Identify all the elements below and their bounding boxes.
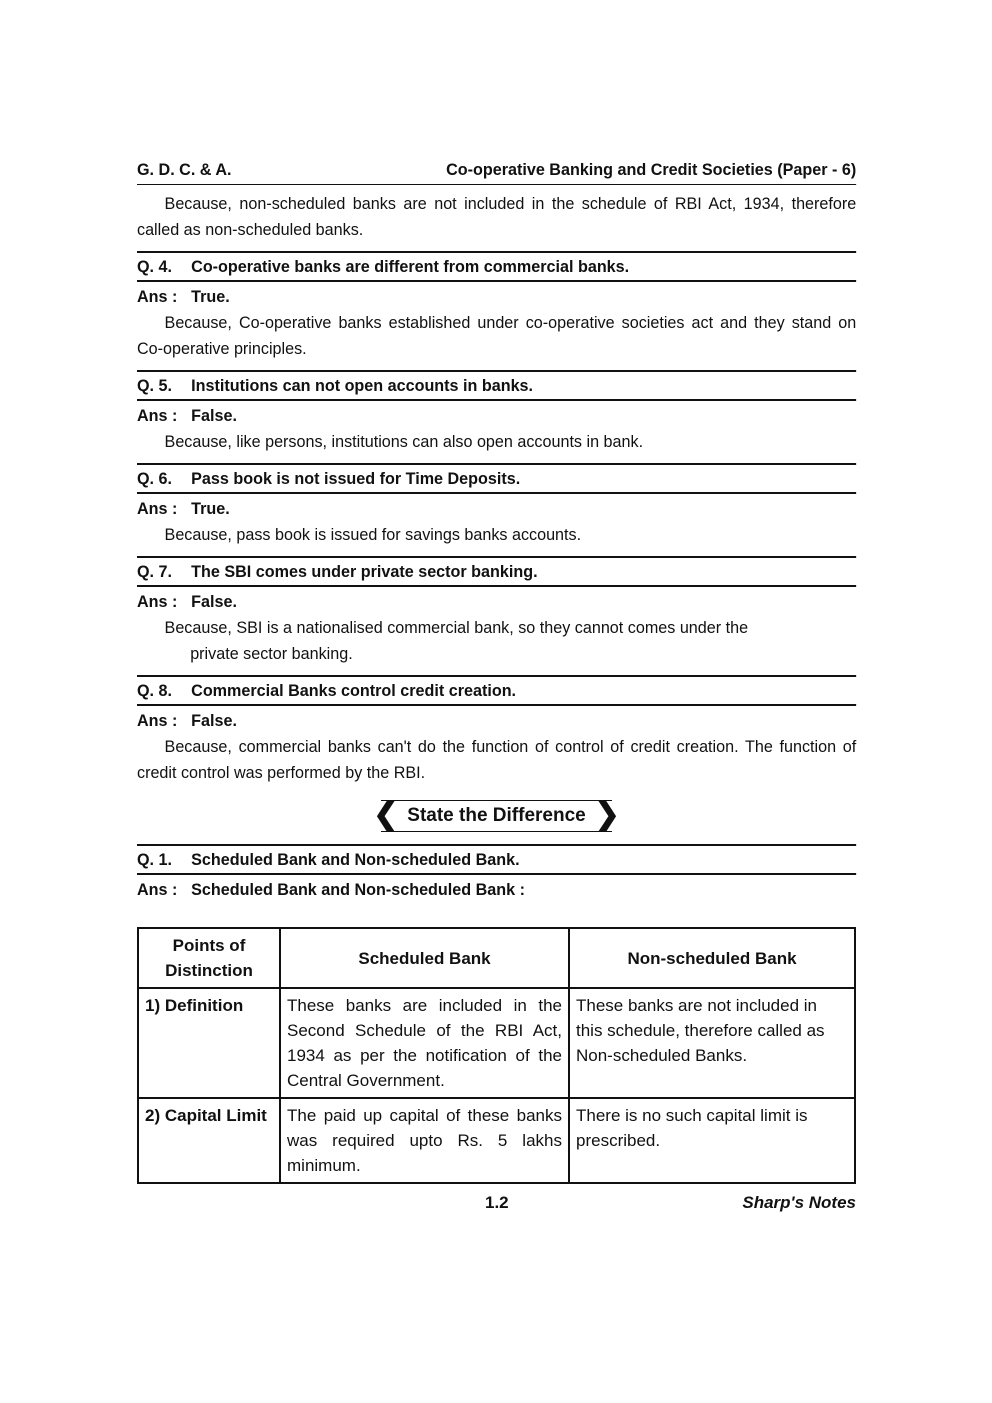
section-title: State the Difference xyxy=(407,805,586,826)
question-number: Q. 8. xyxy=(137,681,173,700)
answer-5 xyxy=(137,401,856,429)
answer-label: Ans : xyxy=(137,880,178,899)
answer-8 xyxy=(137,706,856,734)
explanation-7 xyxy=(137,615,884,667)
question-text: Pass book is not issued for Time Deposits. xyxy=(191,469,521,488)
answer-4 xyxy=(137,282,856,310)
question-number: Q. 1. xyxy=(137,850,173,869)
question-4 xyxy=(137,251,856,282)
page-number: 1.2 xyxy=(485,1193,509,1212)
explanation-4: Because, Co-operative banks established under co-operative societies act and they stand on Co-operative principles. xyxy=(137,313,857,358)
answer-label: Ans : xyxy=(137,592,178,611)
answer-6 xyxy=(137,494,856,522)
answer-value: False. xyxy=(191,592,237,611)
answer-label: Ans : xyxy=(137,406,178,425)
row-point: 2) Capital Limit xyxy=(138,1098,280,1183)
answer-label: Ans : xyxy=(137,711,178,730)
banner-right-bracket-icon: ❯ xyxy=(594,798,620,831)
banner-left-bracket-icon: ❮ xyxy=(373,798,399,831)
question-number: Q. 4. xyxy=(137,257,173,276)
explanation-line-2: private sector banking. xyxy=(190,644,353,663)
header-points: Points of Distinction xyxy=(138,928,280,988)
explanation-8: Because, commercial banks can't do the function of control of credit creation. The function of credit control was performed by the RBI. xyxy=(137,737,857,782)
answer-value: True. xyxy=(191,287,230,306)
section-banner-wrap xyxy=(137,800,856,832)
row-scheduled: The paid up capital of these banks was required upto Rs. 5 lakhs minimum. xyxy=(280,1098,569,1183)
question-text: Co-operative banks are different from commercial banks. xyxy=(191,257,630,276)
document-page xyxy=(137,160,856,1184)
question-8 xyxy=(137,675,856,706)
table-header-row xyxy=(138,928,855,988)
difference-table xyxy=(137,927,856,1184)
running-header xyxy=(137,160,856,185)
question-text: Commercial Banks control credit creation. xyxy=(191,681,517,700)
answer-value: True. xyxy=(191,499,230,518)
row-non-scheduled: These banks are not included in this schedule, therefore called as Non-scheduled Banks. xyxy=(569,988,855,1098)
difference-answer-1 xyxy=(137,875,856,903)
table-row xyxy=(138,988,855,1098)
question-5 xyxy=(137,370,856,401)
answer-label: Ans : xyxy=(137,287,178,306)
header-non-scheduled: Non-scheduled Bank xyxy=(569,928,855,988)
row-point: 1) Definition xyxy=(138,988,280,1098)
header-scheduled: Scheduled Bank xyxy=(280,928,569,988)
question-7 xyxy=(137,556,856,587)
difference-question-1 xyxy=(137,844,856,875)
explanation-6: Because, pass book is issued for savings banks accounts. xyxy=(164,525,582,544)
question-number: Q. 5. xyxy=(137,376,173,395)
answer-value: Scheduled Bank and Non-scheduled Bank : xyxy=(191,880,525,899)
explanation-5: Because, like persons, institutions can also open accounts in bank. xyxy=(164,432,644,451)
question-text: The SBI comes under private sector banking. xyxy=(191,562,538,581)
answer-7 xyxy=(137,587,856,615)
question-number: Q. 7. xyxy=(137,562,173,581)
answer-value: False. xyxy=(191,711,237,730)
answer-value: False. xyxy=(191,406,237,425)
question-number: Q. 6. xyxy=(137,469,173,488)
answer-label: Ans : xyxy=(137,499,178,518)
header-left: G. D. C. & A. xyxy=(137,160,232,179)
question-text: Institutions can not open accounts in banks. xyxy=(191,376,534,395)
row-non-scheduled: There is no such capital limit is prescribed. xyxy=(569,1098,855,1183)
row-scheduled: These banks are included in the Second Schedule of the RBI Act, 1934 as per the notification of the Central Government. xyxy=(280,988,569,1098)
question-6 xyxy=(137,463,856,494)
section-banner xyxy=(373,798,620,832)
explanation-line-1: Because, SBI is a nationalised commercial bank, so they cannot comes under the xyxy=(164,618,749,637)
question-text: Scheduled Bank and Non-scheduled Bank. xyxy=(191,850,520,869)
footer-brand: Sharp's Notes xyxy=(742,1193,856,1212)
header-right: Co-operative Banking and Credit Societies (Paper - 6) xyxy=(446,160,857,179)
table-row xyxy=(138,1098,855,1183)
intro-paragraph: Because, non-scheduled banks are not included in the schedule of RBI Act, 1934, therefore called as non-scheduled banks. xyxy=(137,194,857,239)
